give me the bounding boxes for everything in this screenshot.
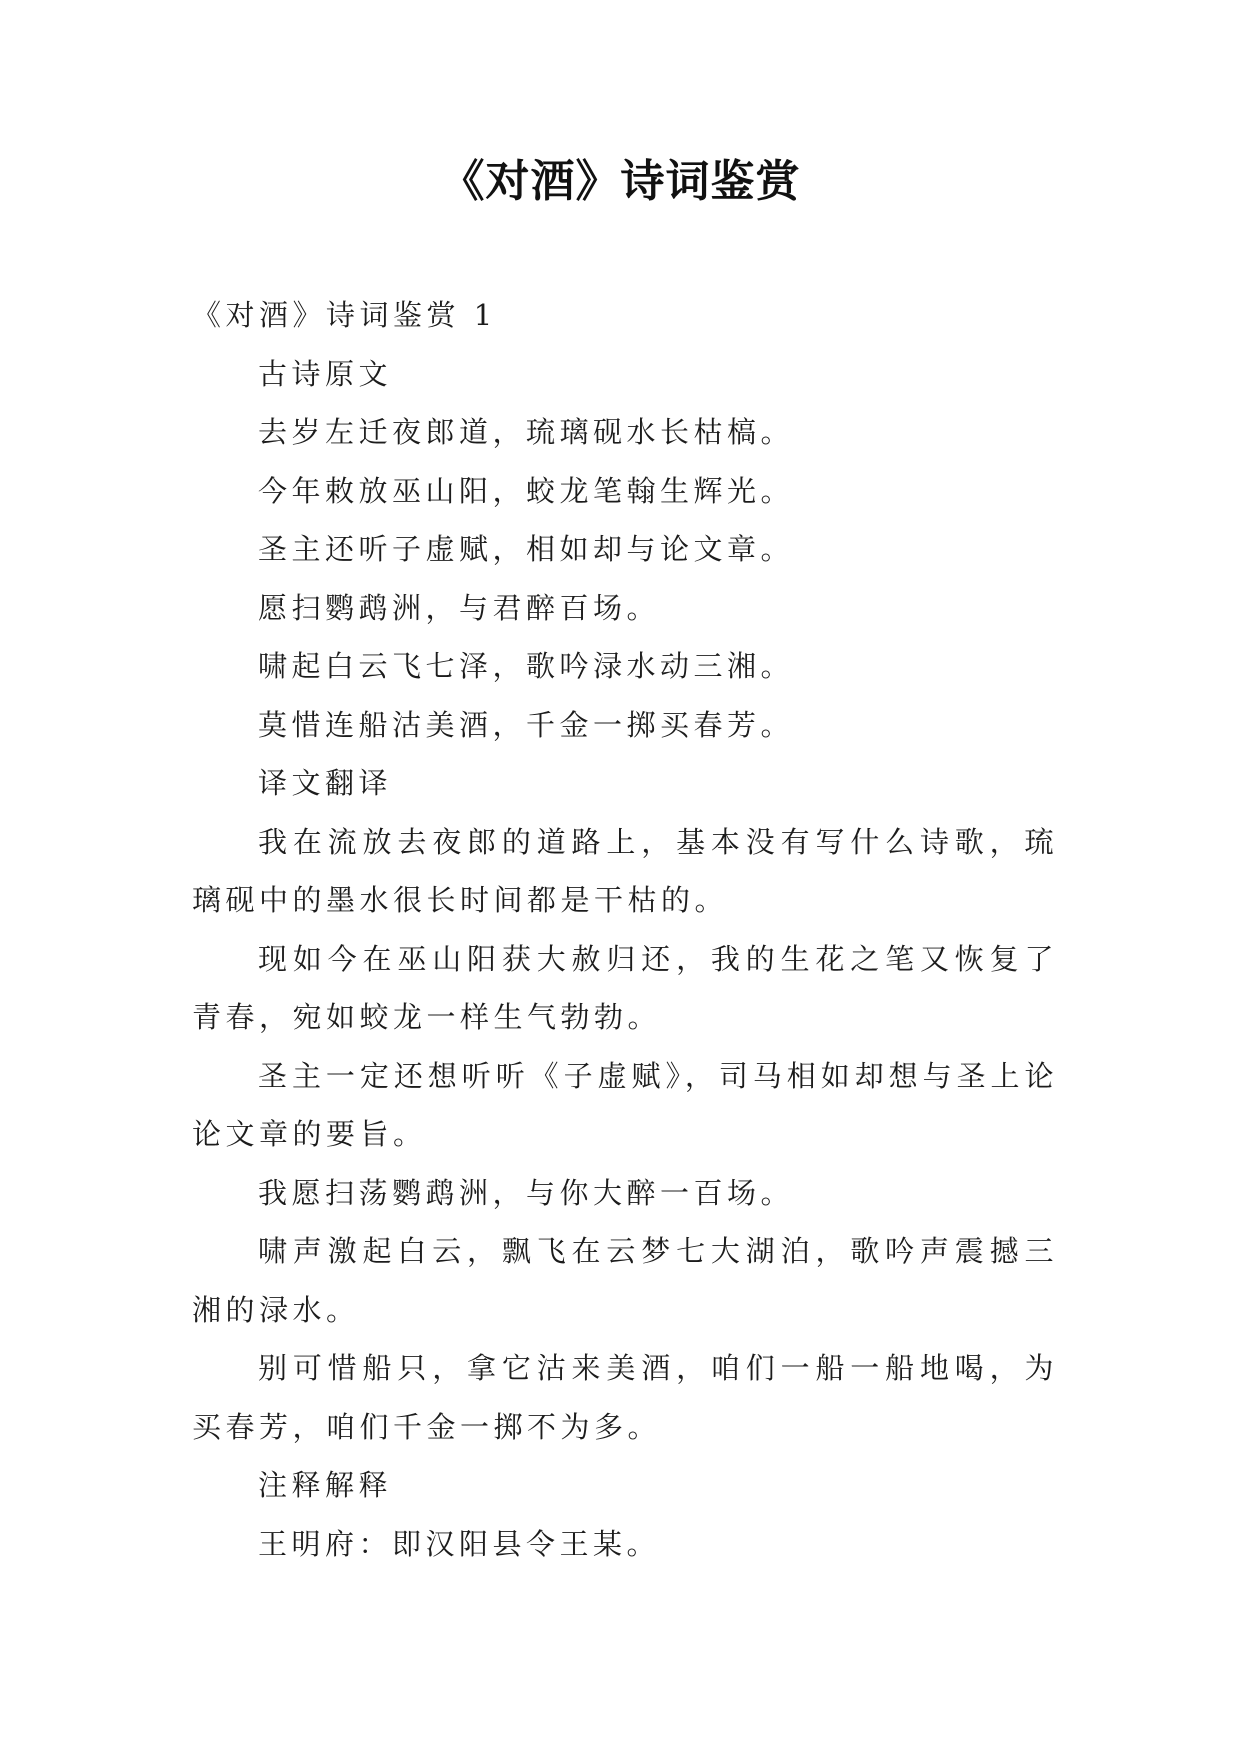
translation-paragraph: 别可惜船只，拿它沽来美酒，咱们一船一船地喝，为买春芳，咱们千金一掷不为多。	[192, 1351, 1058, 1444]
translation-paragraph: 圣主一定还想听听《子虚赋》，司马相如却想与圣上论论文章的要旨。	[192, 1058, 1058, 1151]
poem-line: 去岁左迁夜郎道，琉璃砚水长枯槁。	[258, 415, 795, 449]
document-title: 《对酒》诗词鉴赏	[440, 156, 801, 207]
poem-line: 愿扫鹦鹉洲，与君醉百场。	[258, 590, 661, 625]
subheading-translation: 译文翻译	[258, 766, 393, 800]
poem-line: 莫惜连船沽美酒，千金一掷买春芳。	[258, 707, 795, 742]
translation-paragraph: 现如今在巫山阳获大赦归还，我的生花之笔又恢复了青春，宛如蛟龙一样生气勃勃。	[192, 941, 1058, 1034]
annotation-paragraph: 王明府：即汉阳县令王某。	[258, 1526, 661, 1561]
poem-line: 啸起白云飞七泽，歌吟渌水动三湘。	[258, 649, 795, 683]
translation-paragraph: 我愿扫荡鹦鹉洲，与你大醉一百场。	[258, 1175, 795, 1210]
subheading-original-text: 古诗原文	[258, 356, 393, 391]
subheading-annotations: 注释解释	[258, 1468, 393, 1502]
translation-paragraph: 啸声激起白云，飘飞在云梦七大湖泊，歌吟声震撼三湘的渌水。	[192, 1234, 1058, 1327]
poem-line: 圣主还听子虚赋，相如却与论文章。	[258, 532, 795, 566]
translation-paragraph: 我在流放去夜郎的道路上，基本没有写什么诗歌，琉璃砚中的墨水很长时间都是干枯的。	[192, 824, 1058, 917]
document-body	[192, 286, 1058, 1573]
poem-line: 今年敕放巫山阳，蛟龙笔翰生辉光。	[258, 473, 795, 508]
section-heading: 《对酒》诗词鉴赏 1	[192, 298, 497, 332]
